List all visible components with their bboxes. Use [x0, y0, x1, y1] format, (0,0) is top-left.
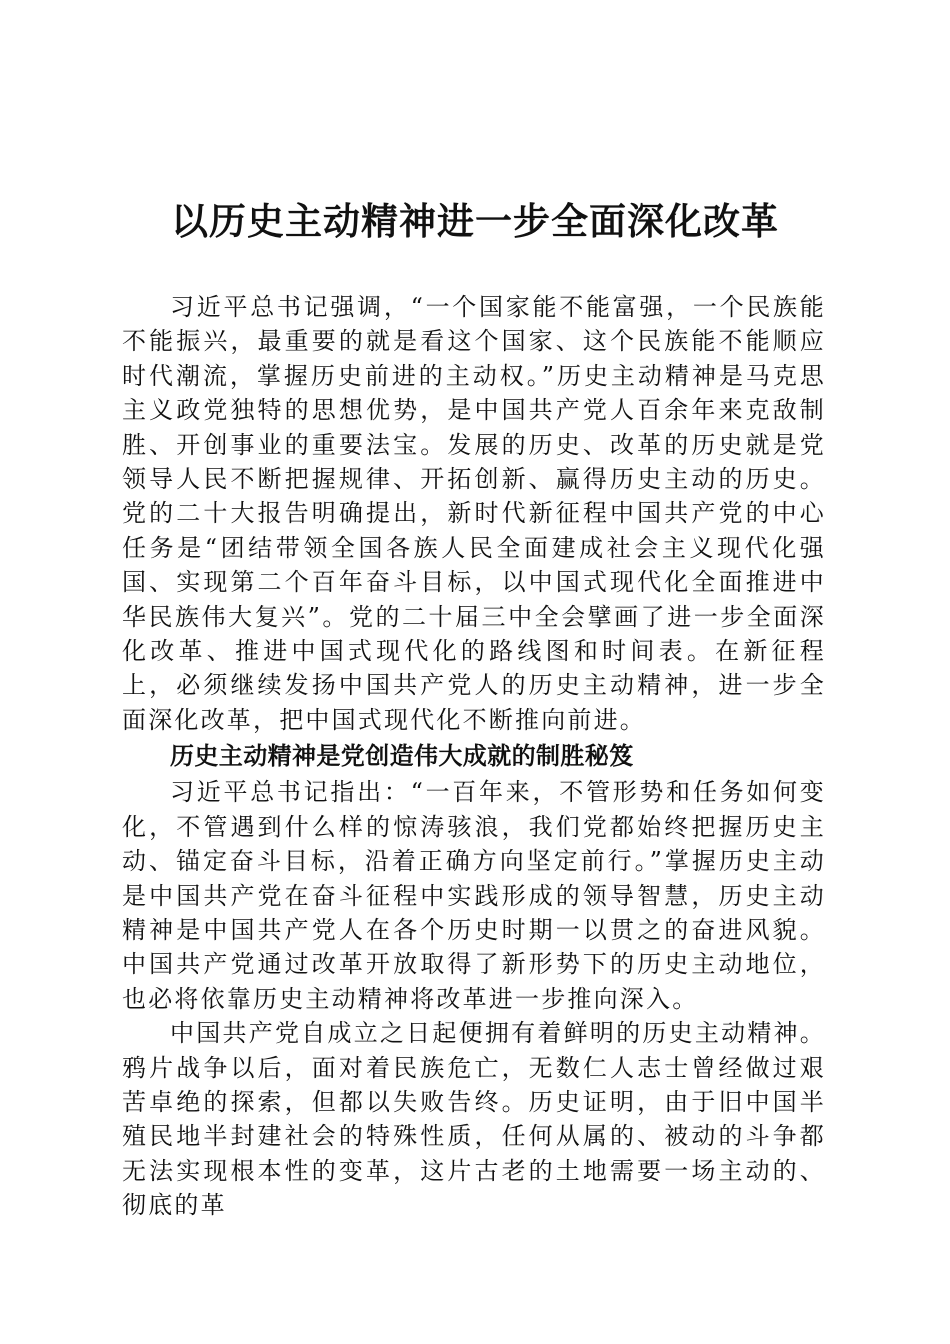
- document-body: [122, 290, 826, 1223]
- paragraph-section-1: 习近平总书记指出：“一百年来，不管形势和任务如何变化，不管遇到什么样的惊涛骇浪，我们党都始终把握历史主动、锚定奋斗目标，沿着正确方向坚定前行。”掌握历史主动是中国共产党在奋斗征程中实践形成的领导智慧，历史主动精神是中国共产党人在各个历史时期一以贯之的奋进风貌。中国共产党通过改革开放取得了新形势下的历史主动地位，也必将依靠历史主动精神将改革进一步推向深入。: [122, 778, 826, 1013]
- section-heading: 历史主动精神是党创造伟大成就的制胜秘笈: [170, 742, 634, 771]
- paragraph-intro: 习近平总书记强调，“一个国家能不能富强，一个民族能不能振兴，最重要的就是看这个国家、这个民族能不能顺应时代潮流，掌握历史前进的主动权。”历史主动精神是马克思主义政党独特的思想优势，是中国共产党人百余年来克敌制胜、开创事业的重要法宝。发展的历史、改革的历史就是党领导人民不断把握规律、开拓创新、赢得历史主动的历史。党的二十大报告明确提出，新时代新征程中国共产党的中心任务是“团结带领全国各族人民全面建成社会主义现代化强国、实现第二个百年奋斗目标，以中国式现代化全面推进中华民族伟大复兴”。党的二十届三中全会擘画了进一步全面深化改革、推进中国式现代化的路线图和时间表。在新征程上，必须继续发扬中国共产党人的历史主动精神，进一步全面深化改革，把中国式现代化不断推向前进。: [122, 293, 826, 734]
- paragraph-section-2: 中国共产党自成立之日起便拥有着鲜明的历史主动精神。鸦片战争以后，面对着民族危亡，无数仁人志士曾经做过艰苦卓绝的探索，但都以失败告终。历史证明，由于旧中国半殖民地半封建社会的特殊性质，任何从属的、被动的斗争都无法实现根本性的变革，这片古老的土地需要一场主动的、彻底的革: [122, 1019, 826, 1220]
- document-title: 以历史主动精神进一步全面深化改革: [171, 199, 779, 243]
